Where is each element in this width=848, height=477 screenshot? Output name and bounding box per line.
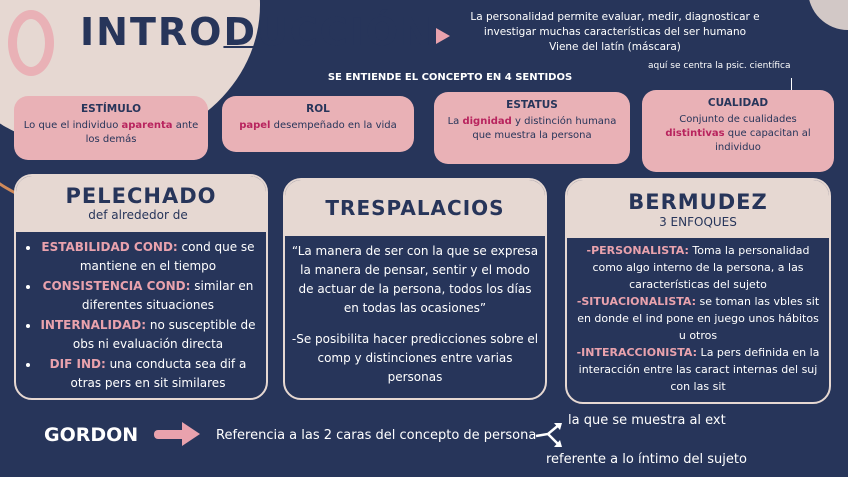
intro-text: La personalidad permite evaluar, medir, diagnosticar e investigar muchas características del ser humano Viene del latín (máscara)	[470, 11, 760, 53]
split-arrow-icon	[534, 420, 568, 450]
pelechado-list	[26, 238, 256, 393]
trespalacios-card	[283, 178, 547, 400]
sense-title: ROL	[306, 103, 330, 115]
trespalacios-quote: “La manera de ser con la que se expresa la manera de pensar, sentir y el modo de actuar de la persona, todos los días en todas las ocasiones”	[291, 244, 539, 315]
gordon-title: GORDON	[44, 424, 139, 446]
list-item: -SITUACIONALISTA: se toman las vbles sit en donde el ind pone en juego unos hábitos u otros	[576, 295, 820, 342]
list-item: • ESTABILIDAD COND: cond que se mantiene en el tiempo	[40, 238, 256, 276]
sense-card-rol	[222, 96, 414, 152]
bermudez-title: BERMUDEZ	[628, 190, 768, 214]
bermudez-card	[565, 178, 831, 404]
sense-text: La dignidad y distinción humana que muestra la persona	[447, 116, 617, 141]
sense-card-cualidad	[642, 90, 834, 172]
pelechado-card	[14, 174, 268, 400]
list-item: • DIF IND: una conducta sea dif a otras pers en sit similares	[40, 355, 256, 393]
sense-text: papel desempeñado en la vida	[239, 120, 397, 131]
sense-card-estatus	[434, 92, 630, 164]
gordon-text: Referencia a las 2 caras del concepto de persona	[216, 428, 537, 443]
arrow-head-icon	[182, 422, 200, 446]
letter-o-decoration	[8, 10, 54, 76]
trespalacios-title: TRESPALACIOS	[325, 196, 505, 220]
sense-text: Lo que el individuo aparenta ante los demás	[23, 120, 199, 145]
pelechado-title: PELECHADO	[65, 184, 217, 208]
sense-text: Conjunto de cualidades distintivas que capacitan al individuo	[665, 114, 811, 153]
list-item: • INTERNALIDAD: no susceptible de obs ni evaluación directa	[40, 316, 256, 354]
pelechado-subtitle: def alrededor de	[88, 208, 188, 222]
sense-title: ESTATUS	[506, 99, 558, 111]
page-title: INTRODUCCIÓN	[80, 10, 434, 54]
sense-title: ESTÍMULO	[80, 103, 142, 115]
triangle-arrow-icon	[436, 28, 450, 44]
list-item: -INTERACCIONISTA: La pers definida en la interacción entre las caract internas del suj con las sit	[576, 346, 820, 393]
senses-heading: SE ENTIENDE EL CONCEPTO EN 4 SENTIDOS	[327, 72, 573, 83]
corner-decoration	[808, 0, 848, 30]
scientific-note: aquí se centra la psic. científica	[648, 61, 791, 71]
list-item: • CONSISTENCIA COND: similar en diferentes situaciones	[40, 277, 256, 315]
sense-card-estimulo	[14, 96, 208, 160]
list-item: -PERSONALISTA: Toma la personalidad como algo interno de la persona, a las características del sujeto	[586, 244, 810, 291]
sense-title: CUALIDAD	[707, 97, 769, 109]
gordon-external-text: la que se muestra al ext	[568, 413, 726, 428]
gordon-internal-text: referente a lo íntimo del sujeto	[546, 452, 747, 467]
trespalacios-note: -Se posibilita hacer predicciones sobre el comp y distinciones entre varias personas	[291, 332, 539, 384]
bermudez-subtitle: 3 ENFOQUES	[659, 215, 737, 229]
